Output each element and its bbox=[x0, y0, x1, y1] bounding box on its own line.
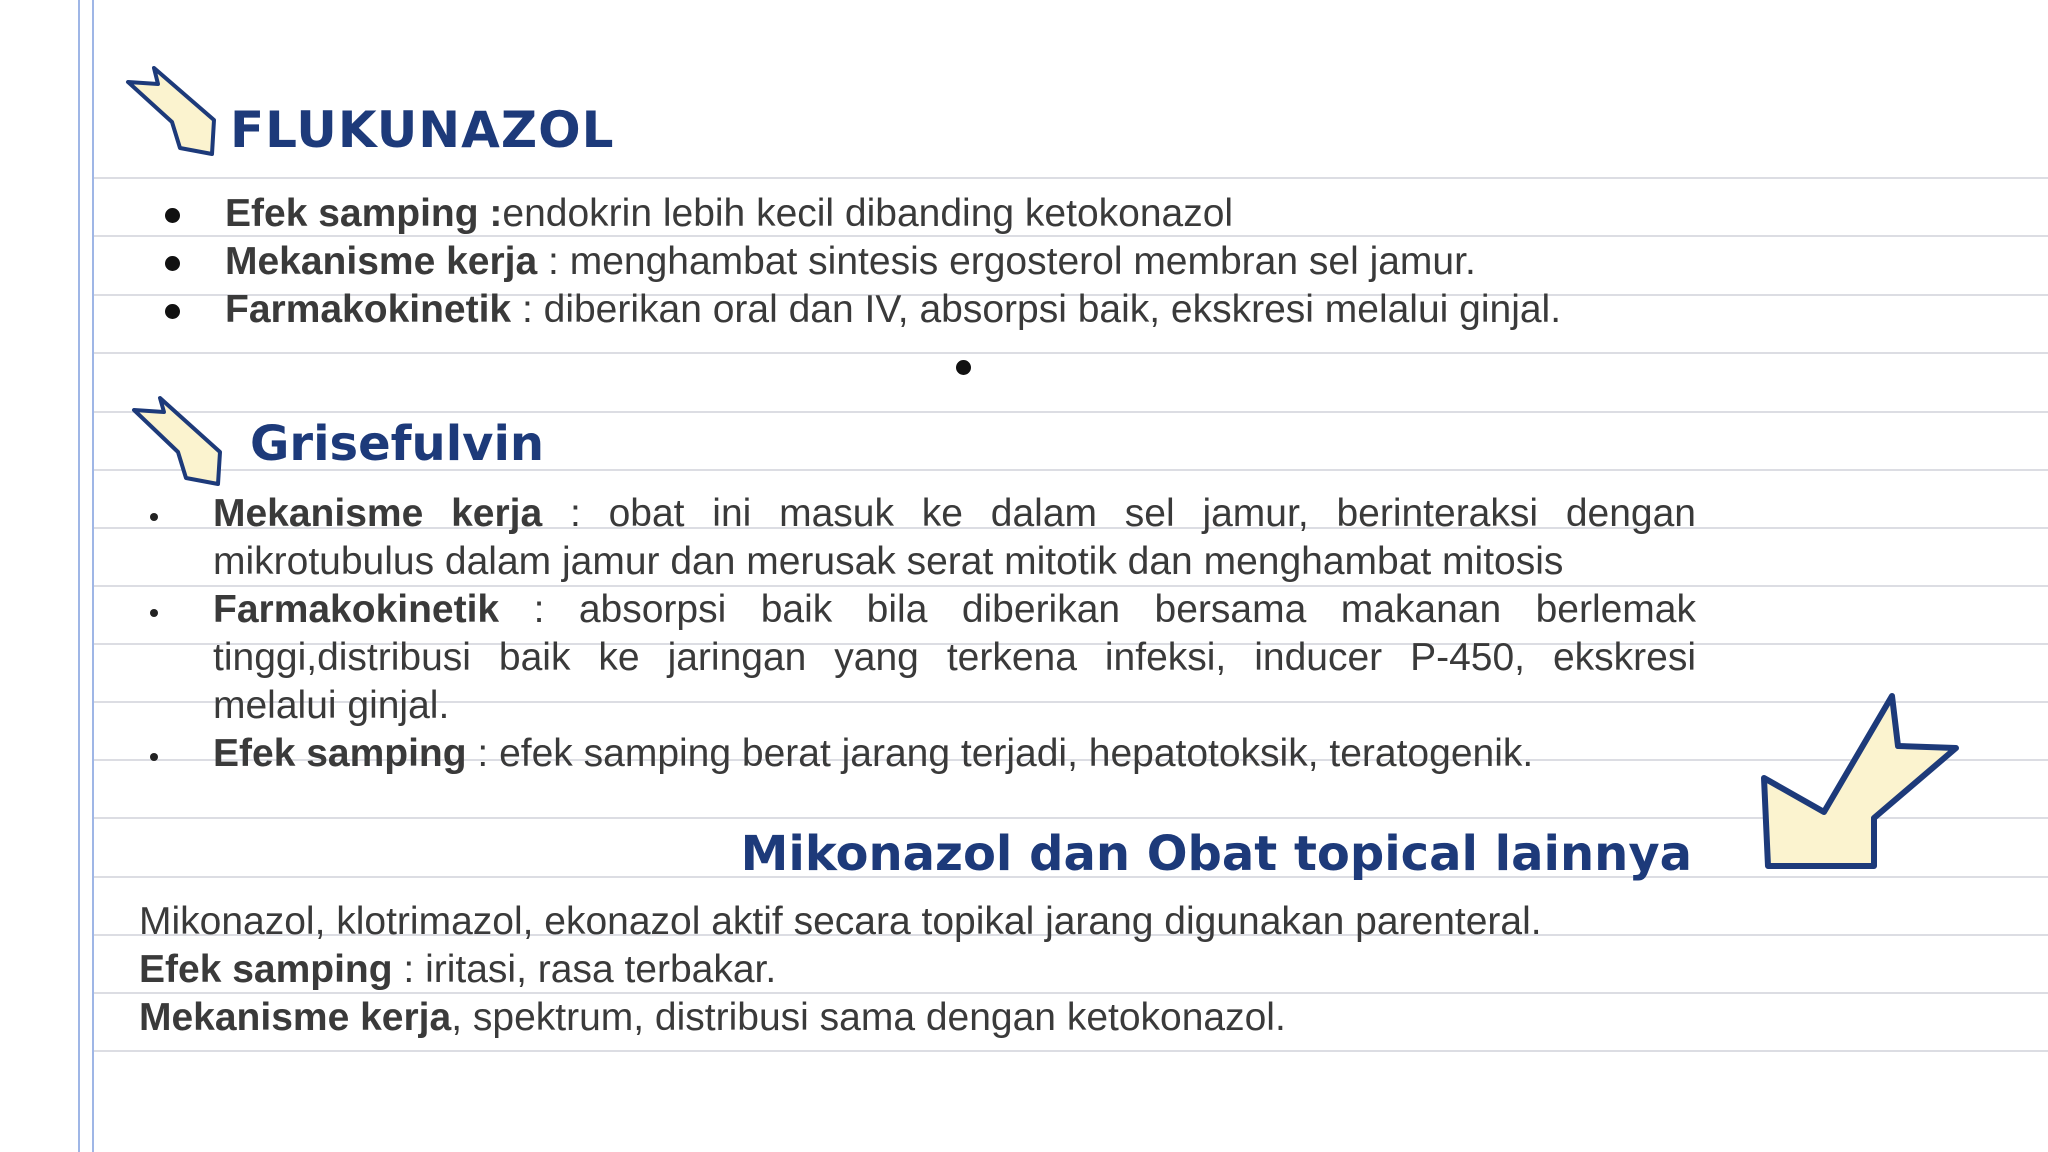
grisefulvin-item-farmakokinetik: Farmakokinetik : absorpsi baik bila diberikan bersama makanan berlemak tinggi,distribusi baik ke jaringan yang terkena infeksi, inducer P-450, ekskresi melalui ginjal. bbox=[213, 588, 1696, 727]
ruled-line bbox=[94, 177, 2048, 179]
bullet-dot bbox=[165, 208, 180, 223]
bullet-dot bbox=[165, 304, 180, 319]
ruled-line bbox=[94, 411, 2048, 413]
arrow-icon bbox=[130, 394, 230, 490]
big-arrow-icon bbox=[1752, 690, 1962, 876]
bullet-dot bbox=[150, 609, 158, 617]
flukonazol-item-farmakokinetik: Farmakokinetik : diberikan oral dan IV, absorpsi baik, ekskresi melalui ginjal. bbox=[225, 288, 1562, 331]
flukonazol-title: FLUKUNAZOL bbox=[230, 101, 615, 159]
flukonazol-item-efek-samping: Efek samping :endokrin lebih kecil dibanding ketokonazol bbox=[225, 192, 1234, 235]
margin-line-right bbox=[92, 0, 94, 1152]
ruled-line bbox=[94, 1050, 2048, 1052]
mikonazol-line-1: Mikonazol, klotrimazol, ekonazol aktif secara topikal jarang digunakan parenteral. bbox=[139, 900, 1542, 943]
mikonazol-line-2: Efek samping : iritasi, rasa terbakar. bbox=[139, 948, 777, 991]
mikonazol-line-3: Mekanisme kerja, spektrum, distribusi sama dengan ketokonazol. bbox=[139, 996, 1286, 1039]
grisefulvin-item-efek-samping: Efek samping : efek samping berat jarang terjadi, hepatotoksik, teratogenik. bbox=[213, 732, 1534, 775]
empty-bullet-dot bbox=[956, 360, 971, 375]
mikonazol-title: Mikonazol dan Obat topical lainnya bbox=[740, 826, 1692, 882]
arrow-icon bbox=[124, 64, 224, 160]
ruled-line bbox=[94, 352, 2048, 354]
grisefulvin-item-mekanisme: Mekanisme kerja : obat ini masuk ke dalam sel jamur, berinteraksi dengan mikrotubulus dalam jamur dan merusak serat mitotik dan menghambat mitosis bbox=[213, 492, 1696, 583]
bullet-dot bbox=[165, 256, 180, 271]
flukonazol-item-mekanisme: Mekanisme kerja : menghambat sintesis ergosterol membran sel jamur. bbox=[225, 240, 1476, 283]
margin-line-left bbox=[78, 0, 80, 1152]
bullet-dot bbox=[150, 753, 158, 761]
grisefulvin-title: Grisefulvin bbox=[250, 416, 545, 472]
bullet-dot bbox=[150, 513, 158, 521]
